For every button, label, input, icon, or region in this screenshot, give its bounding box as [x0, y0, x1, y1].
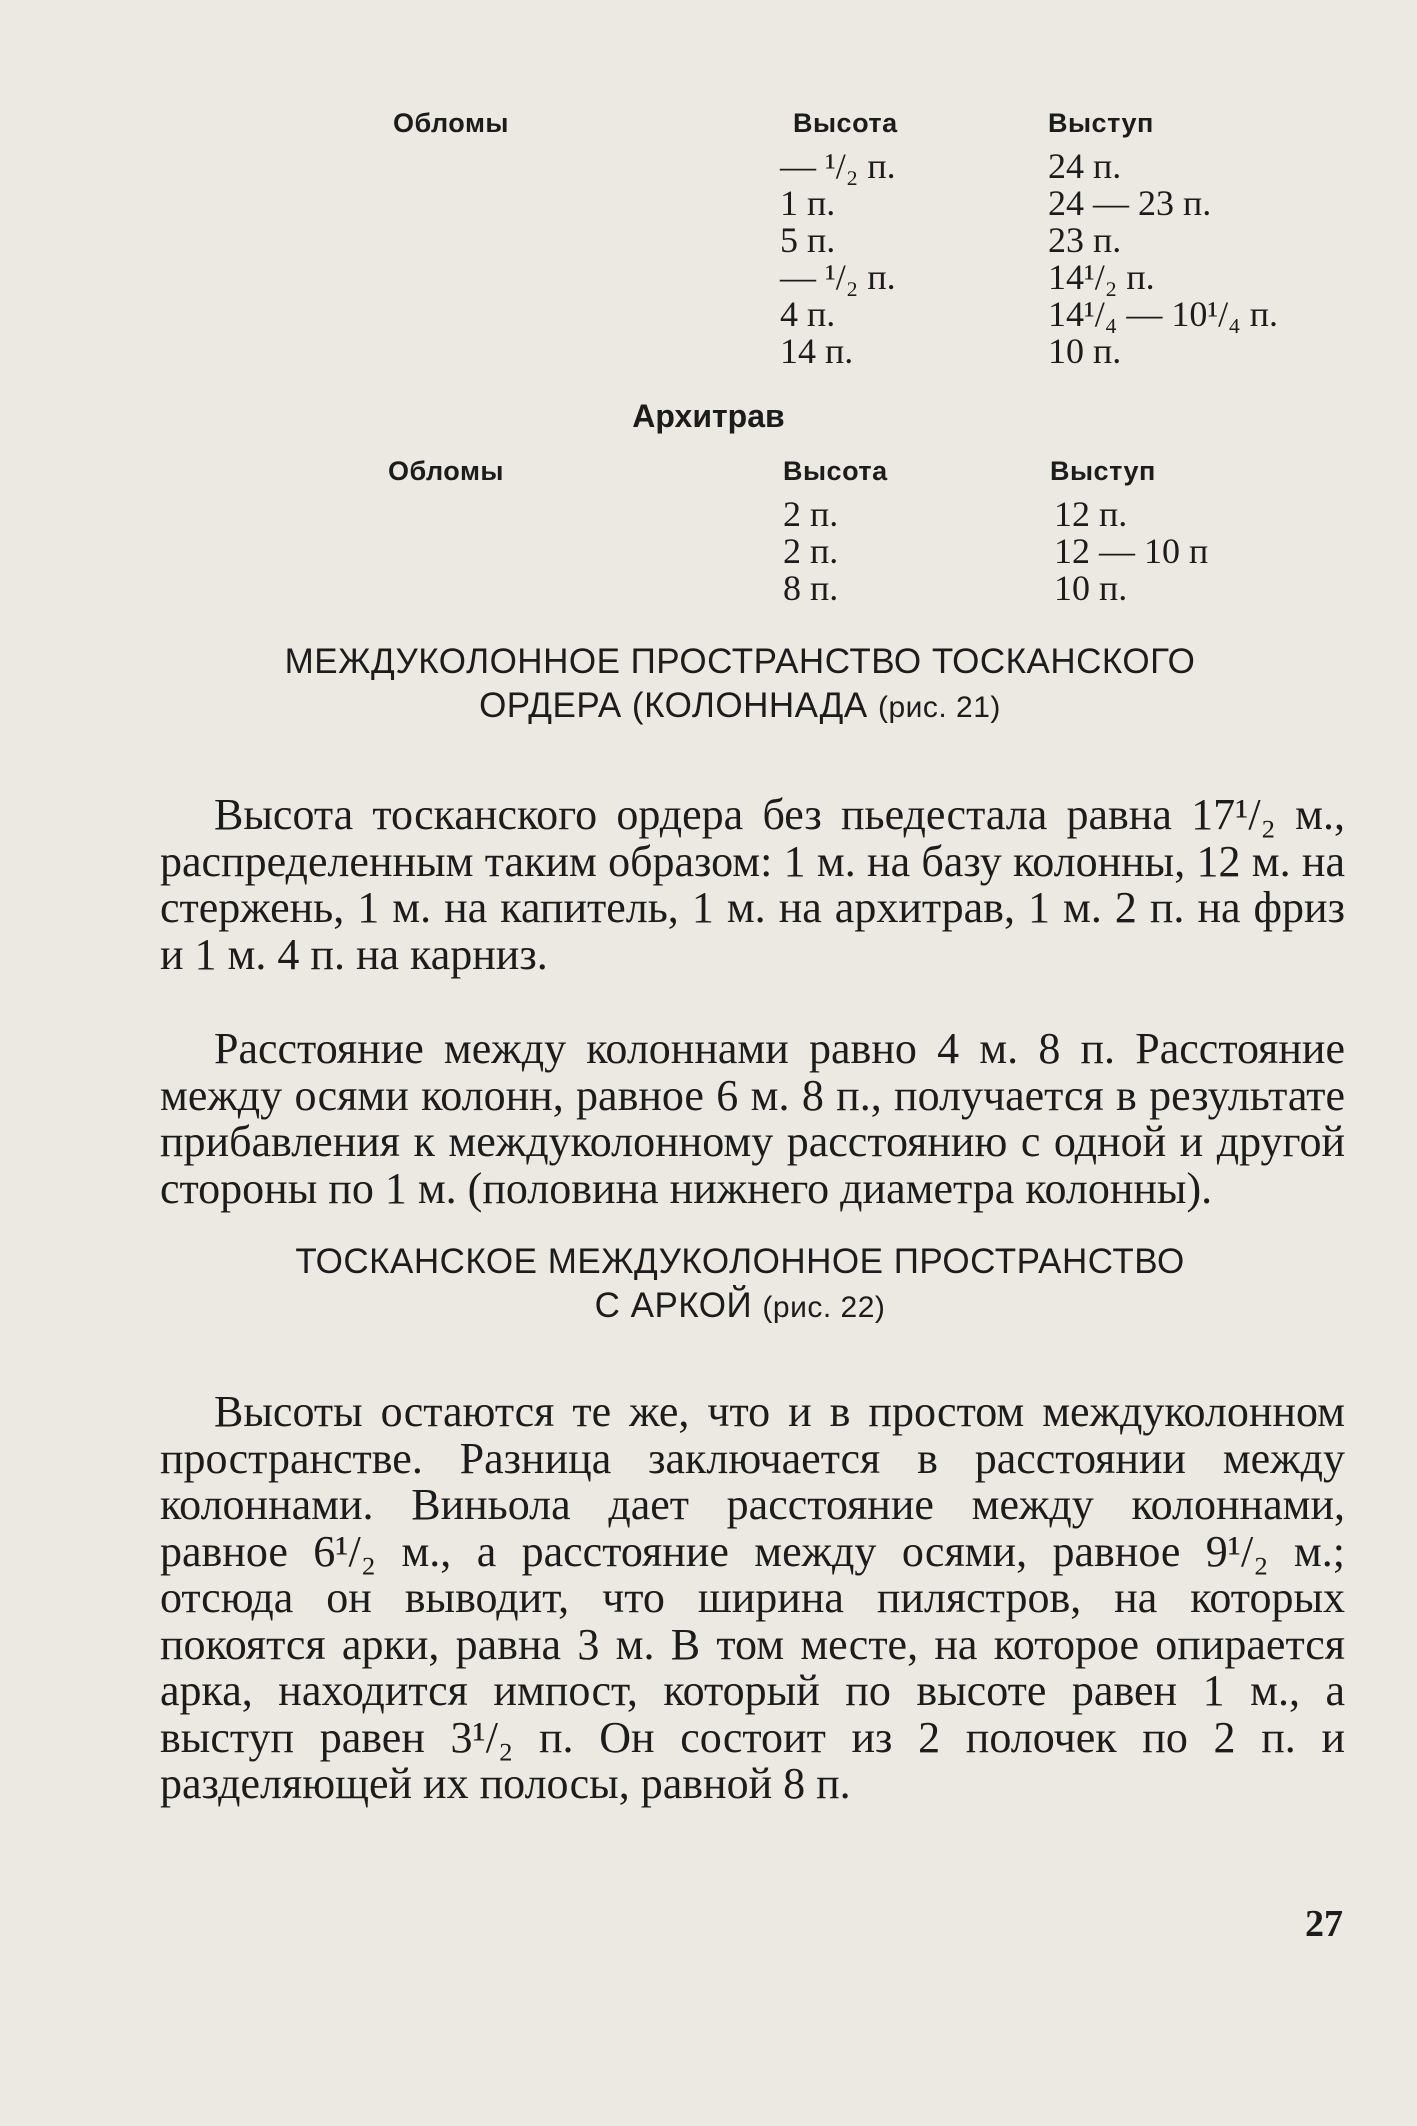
paragraph: Высоты остаются те же, что и в простом междуколонном пространстве. Разница заключается в расстоянии между колоннами. Виньола дает расстояние между колоннами, равное 6¹/₂ м., а расстояние между осями, равное 9¹/₂ м.; отсюда он выводит, что ширина пилястров, на которых покоятся арки, равна 3 м. В том месте, на которое опирается арка, находится импост, который по высоте равен 1 м., а выступ равен 3¹/₂ п. Он состоит из 2 полочек по 2 п. и разделяющей их полосы, равной 8 п.: [160, 1387, 1345, 1808]
paragraph: Расстояние между колоннами равно 4 м. 8 п. Расстояние между осями колонн, равное 6 м. 8 п., получается в результате прибавления к междуколонному расстоянию с одной и другой стороны по 1 м. (половина нижнего диаметра колонны).: [160, 1024, 1345, 1213]
heading-line: [150, 684, 1330, 730]
molding-projection: 10 п.: [1054, 568, 1128, 608]
table-row: [158, 333, 1338, 370]
column-header-projection: Выступ: [1050, 456, 1156, 486]
column-header-height: Высота: [793, 108, 898, 138]
table-row: [158, 533, 1338, 570]
architrave-moldings-table: [158, 456, 1338, 607]
molding-projection: 10 п.: [1048, 331, 1122, 371]
table-header: [158, 456, 1338, 496]
molding-height: 2 п.: [783, 494, 839, 534]
figure-reference: (рис. 22): [762, 1291, 886, 1324]
section-heading-arcade: [150, 1240, 1330, 1330]
heading-line: МЕЖДУКОЛОННОЕ ПРОСТРАНСТВО ТОСКАНСКОГО: [284, 642, 1196, 681]
table-row: [158, 185, 1338, 222]
column-header-moldings: Обломы: [388, 456, 504, 486]
molding-height: 4 п.: [780, 294, 836, 334]
heading-line: ТОСКАНСКОЕ МЕЖДУКОЛОННОЕ ПРОСТРАНСТВО: [295, 1242, 1185, 1281]
table-row: [158, 222, 1338, 259]
section-heading-colonnade: [150, 640, 1330, 730]
molding-height: — ¹/₂ п.: [780, 146, 896, 186]
molding-projection: 12 п.: [1054, 494, 1128, 534]
table-row: [158, 570, 1338, 607]
molding-height: 2 п.: [783, 531, 839, 571]
molding-height: 14 п.: [780, 331, 854, 371]
molding-height: — ¹/₂ п.: [780, 257, 896, 297]
molding-projection: 23 п.: [1048, 220, 1122, 260]
paragraph: Высота тосканского ордера без пьедестала равна 17¹/₂ м., распределенным таким образом: 1 м. на базу колонны, 12 м. на стержень, 1 м. на капитель, 1 м. на архитрав, 1 м. 2 п. на фриз и 1 м. 4 п. на карниз.: [160, 790, 1345, 979]
heading-line: [150, 1284, 1330, 1330]
figure-reference: (рис. 21): [877, 691, 1001, 724]
molding-height: 8 п.: [783, 568, 839, 608]
table-header: [158, 108, 1338, 148]
column-header-projection: Выступ: [1048, 108, 1154, 138]
cornice-moldings-table: [158, 108, 1338, 370]
molding-height: 1 п.: [780, 183, 836, 223]
molding-projection: 24 п.: [1048, 146, 1122, 186]
column-header-height: Высота: [783, 456, 888, 486]
table-row: [158, 296, 1338, 333]
page-number: 27: [1305, 1903, 1343, 1945]
table-row: [158, 148, 1338, 185]
molding-projection: 14¹/₄ — 10¹/₄ п.: [1048, 294, 1278, 334]
molding-projection: 14¹/₂ п.: [1048, 257, 1155, 297]
molding-height: 5 п.: [780, 220, 836, 260]
column-header-moldings: Обломы: [393, 108, 509, 138]
heading-text: С АРКОЙ: [594, 1286, 753, 1325]
architrave-title: Архитрав: [632, 398, 785, 434]
molding-projection: 12 — 10 п: [1054, 531, 1209, 571]
table-row: [158, 496, 1338, 533]
table-row: [158, 259, 1338, 296]
molding-projection: 24 — 23 п.: [1048, 183, 1212, 223]
heading-text: ОРДЕРА (КОЛОННАДА: [479, 686, 868, 725]
